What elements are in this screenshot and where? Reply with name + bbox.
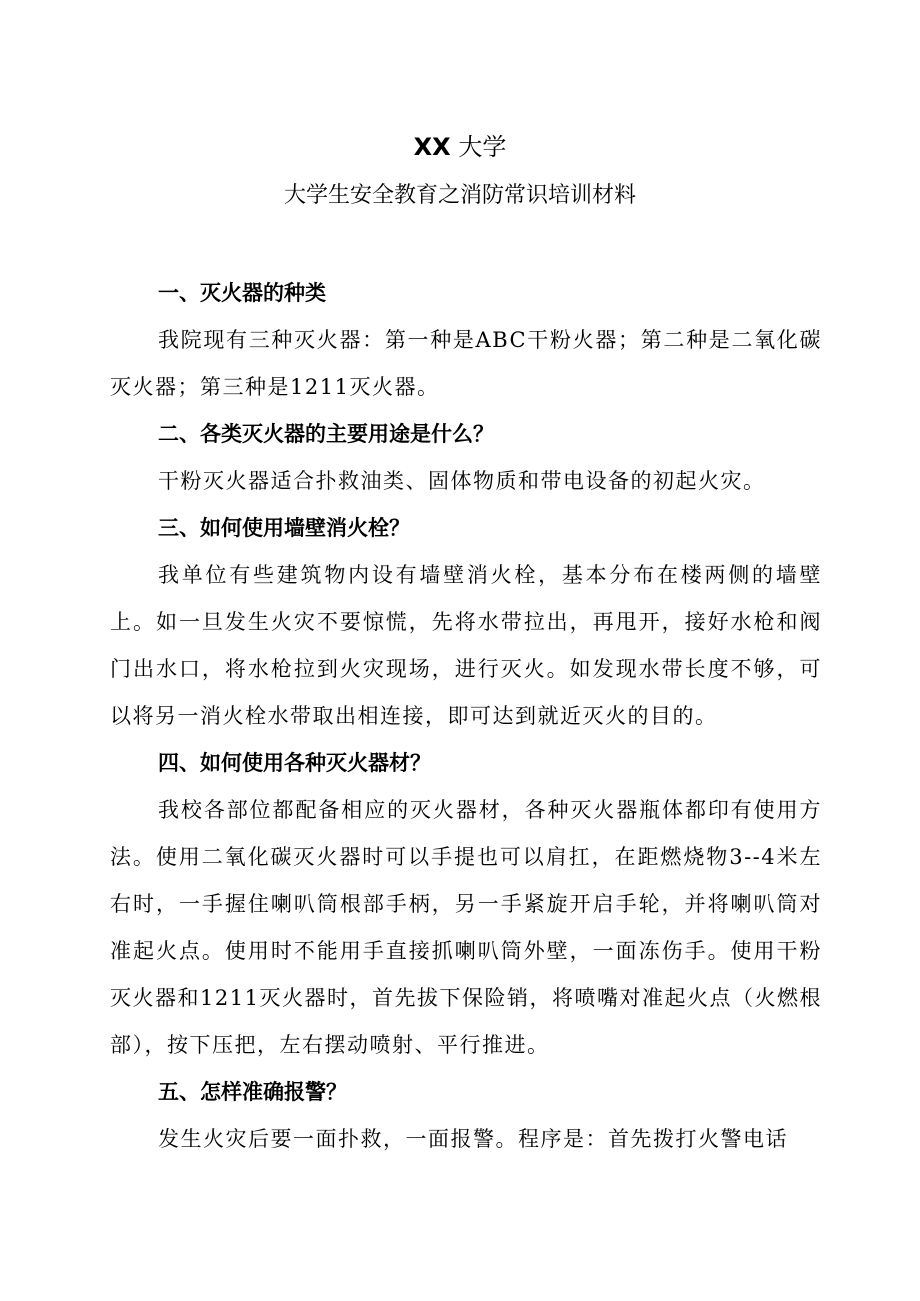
section-paragraph-3: 我单位有些建筑物内设有墙壁消火栓，基本分布在楼两侧的墙壁上。如一旦发生火灾不要惊慌，先将水带拉出，再甩开，接好水枪和阀门出水口，将水枪拉到火灾现场，进行灭火。如发现水带长度不够，可以将另一消火栓水带取出相连接，即可达到就近灭火的目的。: [110, 563, 822, 728]
section-heading-2: 二、各类灭火器的主要用途是什么？: [158, 422, 494, 446]
title-text: 大学: [458, 133, 507, 161]
document-title: [0, 130, 920, 164]
section-heading-4: 四、如何使用各种灭火器材？: [158, 751, 431, 775]
title-prefix: XX: [413, 133, 451, 161]
section-heading-5: 五、怎样准确报警？: [158, 1080, 347, 1104]
section-heading-1: 一、灭火器的种类: [158, 281, 326, 305]
section-paragraph-4: 我校各部位都配备相应的灭火器材，各种灭火器瓶体都印有使用方法。使用二氧化碳灭火器时可以手提也可以肩扛，在距燃烧物3--4米左右时，一手握住喇叭筒根部手柄，另一手紧旋开启手轮，并将喇叭筒对准起火点。使用时不能用手直接抓喇叭筒外壁，一面冻伤手。使用干粉灭火器和1211灭火器时，首先拔下保险销，将喷嘴对准起火点（火燃根部），按下压把，左右摆动喷射、平行推进。: [110, 798, 822, 1057]
section-paragraph-1: 我院现有三种灭火器：第一种是ABC干粉火器；第二种是二氧化碳灭火器；第三种是1211灭火器。: [110, 328, 822, 399]
section-heading-3: 三、如何使用墙壁消火栓？: [158, 516, 410, 540]
document-body: [110, 270, 822, 1163]
section-paragraph-5: 发生火灾后要一面扑救，一面报警。程序是：首先拨打火警电话: [158, 1127, 788, 1151]
document-subtitle: 大学生安全教育之消防常识培训材料: [283, 183, 636, 208]
section-paragraph-2: 干粉灭火器适合扑救油类、固体物质和带电设备的初起火灾。: [158, 469, 766, 493]
